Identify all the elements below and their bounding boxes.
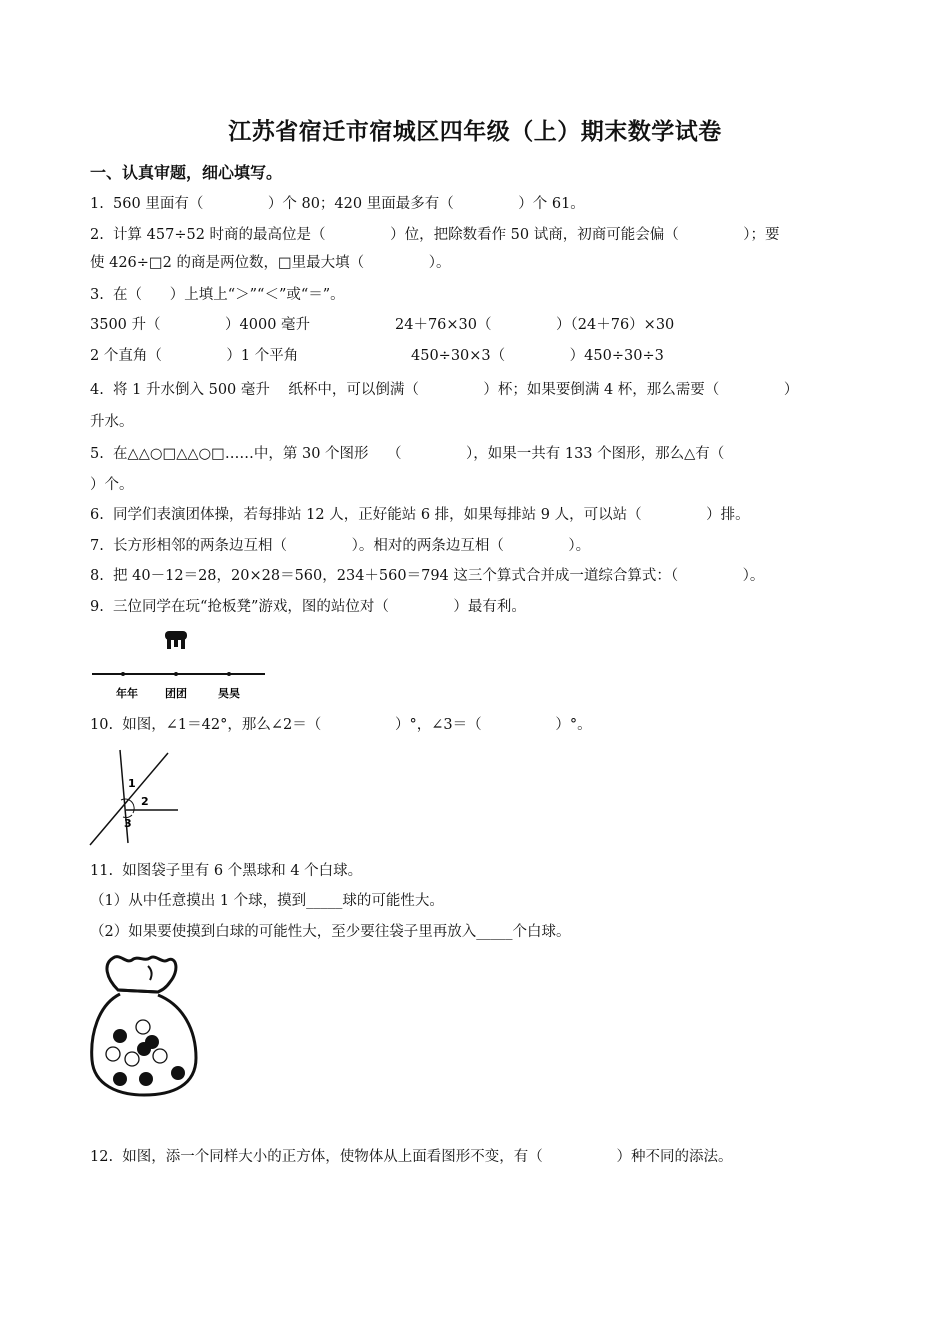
white-ball [153,1049,167,1063]
question-1: 1. 560 里面有（ ）个 80；420 里面最多有（ ）个 61。 [90,196,585,212]
stool-game-figure [90,625,270,705]
angle-label-2: 2 [141,795,149,808]
stool-icon [165,631,187,649]
question-2-line-1: 2. 计算 457÷52 时商的最高位是（ ）位，把除数看作 50 试商，初商可能会偏（ ）；要 [90,227,780,243]
white-ball [106,1047,120,1061]
ball-bag-figure [88,950,203,1100]
black-ball [171,1066,185,1080]
angles-figure [88,745,188,850]
black-ball [113,1072,127,1086]
question-2-line-2: 使 426÷□2 的商是两位数，□里最大填（ ）。 [90,255,451,271]
question-12: 12. 如图，添一个同样大小的正方体，使物体从上面看图形不变，有（ ）种不同的添法。 [90,1149,733,1165]
question-10: 10. 如图，∠1＝42°，那么∠2＝（ ）°，∠3＝（ ）°。 [90,717,592,733]
question-11: 11. 如图袋子里有 6 个黑球和 4 个白球。 [90,863,363,879]
question-4-line-1: 4. 将 1 升水倒入 500 毫升 纸杯中，可以倒满（ ）杯；如果要倒满 4 杯，那么需要（ ） [90,382,799,398]
angle-label-3: 3 [124,817,132,830]
question-5-line-1: 5. 在△△○□△△○□……中，第 30 个图形 （ ），如果一共有 133 个图形，那么△有（ [90,446,725,462]
position-dot [121,672,125,676]
exam-title: 江苏省宿迁市宿城区四年级（上）期末数学试卷 [228,118,722,145]
question-3: 3. 在（ ）上填上“＞”“＜”或“＝”。 [90,287,345,303]
section-heading: 一、认真审题，细心填写。 [90,163,283,182]
question-11-part-2: （2）如果要使摸到白球的可能性大，至少要往袋子里再放入_____个白球。 [90,924,571,940]
question-5-line-2: ）个。 [90,477,134,493]
question-3-item-c: 2 个直角（ ）1 个平角 [90,348,299,364]
black-ball [113,1029,127,1043]
question-6: 6. 同学们表演团体操，若每排站 12 人，正好能站 6 排，如果每排站 9 人，可以站（ ）排。 [90,507,750,523]
student-label-nian: 年年 [116,687,138,700]
question-3-item-b: 24＋76×30（ ）（24＋76）×30 [395,317,675,333]
white-ball [136,1020,150,1034]
diagonal-line [90,753,168,845]
question-3-item-a: 3500 升（ ）4000 毫升 [90,317,311,333]
position-dot [227,672,231,676]
white-ball [125,1052,139,1066]
question-7: 7. 长方形相邻的两条边互相（ ）。相对的两条边互相（ ）。 [90,538,591,554]
question-4-line-2: 升水。 [90,414,134,430]
position-dot [174,672,178,676]
question-9: 9. 三位同学在玩“抢板凳”游戏，图的站位对（ ）最有利。 [90,599,526,615]
student-label-tuan: 团团 [165,687,187,700]
question-8: 8. 把 40－12＝28，20×28＝560，234＋560＝794 这三个算式合并成一道综合算式：（ ）。 [90,568,765,584]
student-label-hao: 昊昊 [218,687,240,700]
question-3-item-d: 450÷30×3（ ）450÷30÷3 [411,348,664,364]
black-ball [137,1042,151,1056]
angle-label-1: 1 [128,777,136,790]
question-11-part-1: （1）从中任意摸出 1 个球，摸到_____球的可能性大。 [90,893,444,909]
black-ball [139,1072,153,1086]
